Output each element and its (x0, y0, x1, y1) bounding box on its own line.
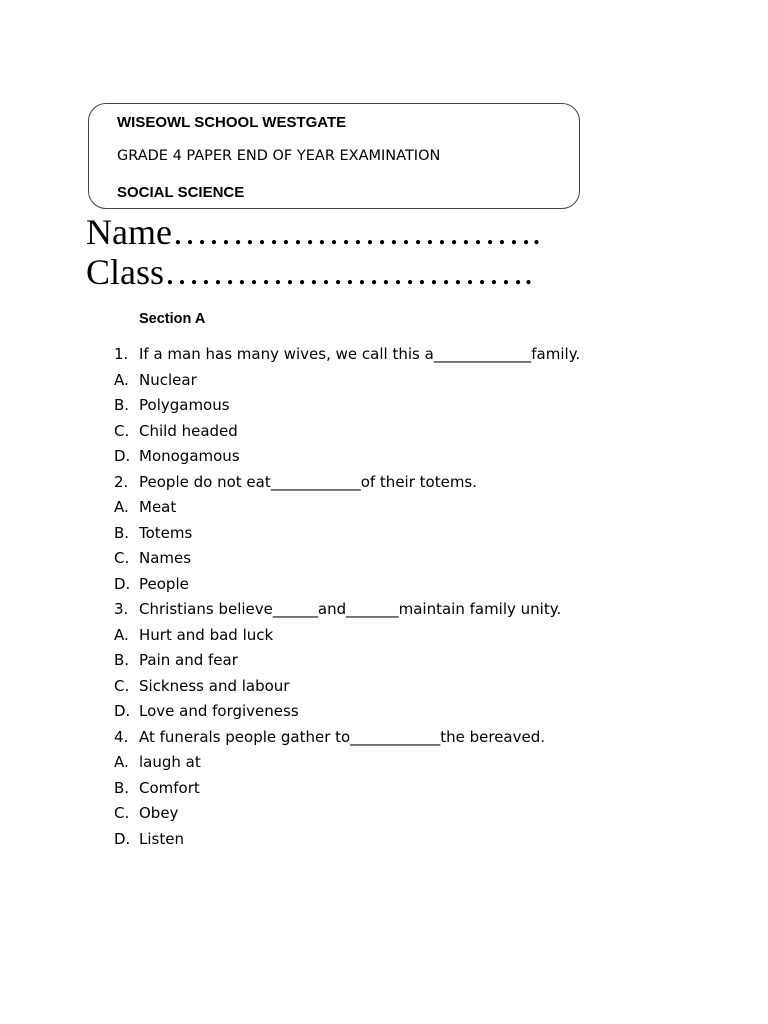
option-text: Hurt and bad luck (139, 625, 274, 644)
option-letter: B. (114, 396, 130, 414)
option-row (0, 750, 768, 776)
option-row (0, 776, 768, 802)
option-letter: C. (114, 549, 130, 567)
option-row (0, 546, 768, 572)
question-number: 1. (114, 345, 129, 363)
question-text: People do not eat____________of their totems. (139, 472, 478, 491)
option-text: People (139, 574, 189, 593)
option-letter: A. (114, 625, 129, 644)
option-row (0, 419, 768, 445)
option-row (0, 521, 768, 547)
option-row (0, 495, 768, 521)
option-letter: D. (114, 829, 131, 848)
option-text: Comfort (139, 778, 200, 797)
option-text: Meat (139, 498, 177, 516)
option-letter: D. (114, 702, 131, 720)
question-row (0, 597, 768, 623)
option-letter: A. (114, 370, 129, 389)
question-number: 3. (114, 600, 129, 618)
option-letter: C. (114, 676, 130, 695)
option-text: Monogamous (139, 447, 240, 465)
option-text: Love and forgiveness (139, 702, 299, 720)
option-row (0, 393, 768, 419)
class-field: Class…………………………. (86, 252, 534, 292)
option-row (0, 801, 768, 827)
option-row (0, 674, 768, 700)
name-field: Name…………………………. (86, 212, 541, 252)
option-row (0, 572, 768, 598)
question-row (0, 470, 768, 496)
option-row (0, 623, 768, 649)
option-letter: C. (114, 804, 130, 822)
question-row (0, 725, 768, 751)
option-letter: A. (114, 753, 129, 771)
option-letter: B. (114, 778, 130, 797)
option-text: Nuclear (139, 370, 197, 389)
question-text: At funerals people gather to____________the bereaved. (139, 727, 546, 746)
section-title: Section A (139, 311, 206, 327)
option-row (0, 368, 768, 394)
option-letter: B. (114, 523, 130, 542)
option-text: Totems (139, 523, 193, 542)
option-text: Sickness and labour (139, 676, 290, 695)
question-text: If a man has many wives, we call this a_____________family. (139, 345, 581, 363)
option-row (0, 699, 768, 725)
exam-header-box (88, 103, 580, 209)
option-letter: C. (114, 421, 130, 440)
option-letter: B. (114, 651, 130, 669)
option-row (0, 827, 768, 853)
option-row (0, 444, 768, 470)
option-row (0, 648, 768, 674)
option-letter: D. (114, 447, 131, 465)
question-row (0, 342, 768, 368)
option-text: Names (139, 549, 192, 567)
question-number: 2. (114, 472, 129, 491)
subject-title: SOCIAL SCIENCE (117, 184, 245, 201)
school-name: WISEOWL SCHOOL WESTGATE (117, 114, 347, 131)
option-text: Child headed (139, 421, 238, 440)
question-list (0, 342, 768, 852)
option-letter: A. (114, 498, 129, 516)
option-text: Pain and fear (139, 651, 238, 669)
option-letter: D. (114, 574, 131, 593)
question-number: 4. (114, 727, 129, 746)
option-text: laugh at (139, 753, 201, 771)
exam-title: GRADE 4 PAPER END OF YEAR EXAMINATION (117, 148, 441, 164)
option-text: Obey (139, 804, 179, 822)
question-text: Christians believe______and_______maintain family unity. (139, 600, 562, 618)
option-text: Polygamous (139, 396, 230, 414)
option-text: Listen (139, 829, 184, 848)
